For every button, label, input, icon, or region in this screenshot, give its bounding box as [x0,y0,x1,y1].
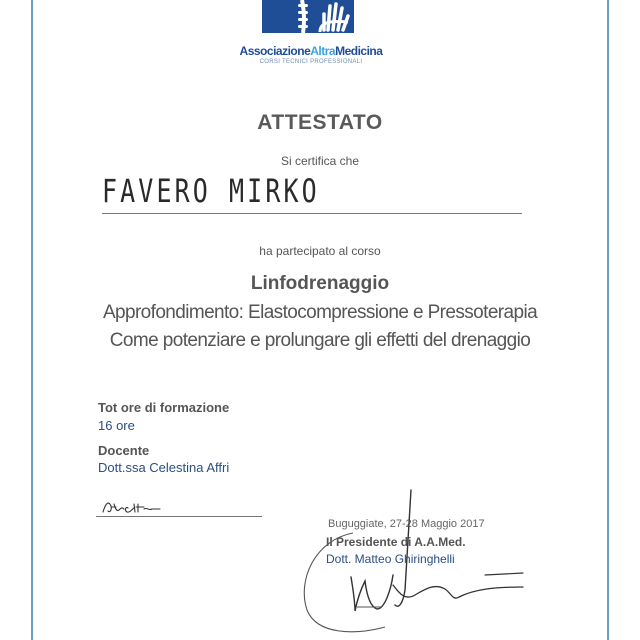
name-underline [102,213,522,214]
logo-tagline: CORSI TECNICI PROFESSIONALI [259,59,363,65]
hours-label: Tot ore di formazione [98,400,230,415]
teacher-signature-icon [100,498,170,518]
spine-hand-logo-icon [262,0,354,33]
course-subtitle: Approfondimento: Elastocompressione e Pressoterapia [102,302,538,323]
certificate-title: ATTESTATO [257,111,383,134]
president-title: Il Presidente di A.A.Med. [326,535,466,549]
teacher-value: Dott.ssa Celestina Affri [98,460,230,475]
logo-word-medicina: Medicina [335,44,383,58]
association-logo [226,0,396,70]
logo-word-altra: Altra [310,44,336,58]
course-title: Linfodrenaggio [250,273,390,294]
hours-value: 16 ore [98,418,135,433]
logo-word-associazione: Associazione [239,44,311,58]
certifies-text: Si certifica che [280,154,360,168]
teacher-label: Docente [98,443,150,458]
place-date: Buguggiate, 27-28 Maggio 2017 [328,518,485,530]
president-name: Dott. Matteo Ghiringhelli [326,552,455,566]
logo-wordmark [226,44,396,58]
participated-text: ha partecipato al corso [259,244,381,258]
teacher-signature-line [96,516,262,517]
participant-name: FAVERO MIRKO [102,172,320,210]
course-description: Come potenziare e prolungare gli effetti del drenaggio [109,330,531,351]
president-signature-icon [295,485,535,640]
